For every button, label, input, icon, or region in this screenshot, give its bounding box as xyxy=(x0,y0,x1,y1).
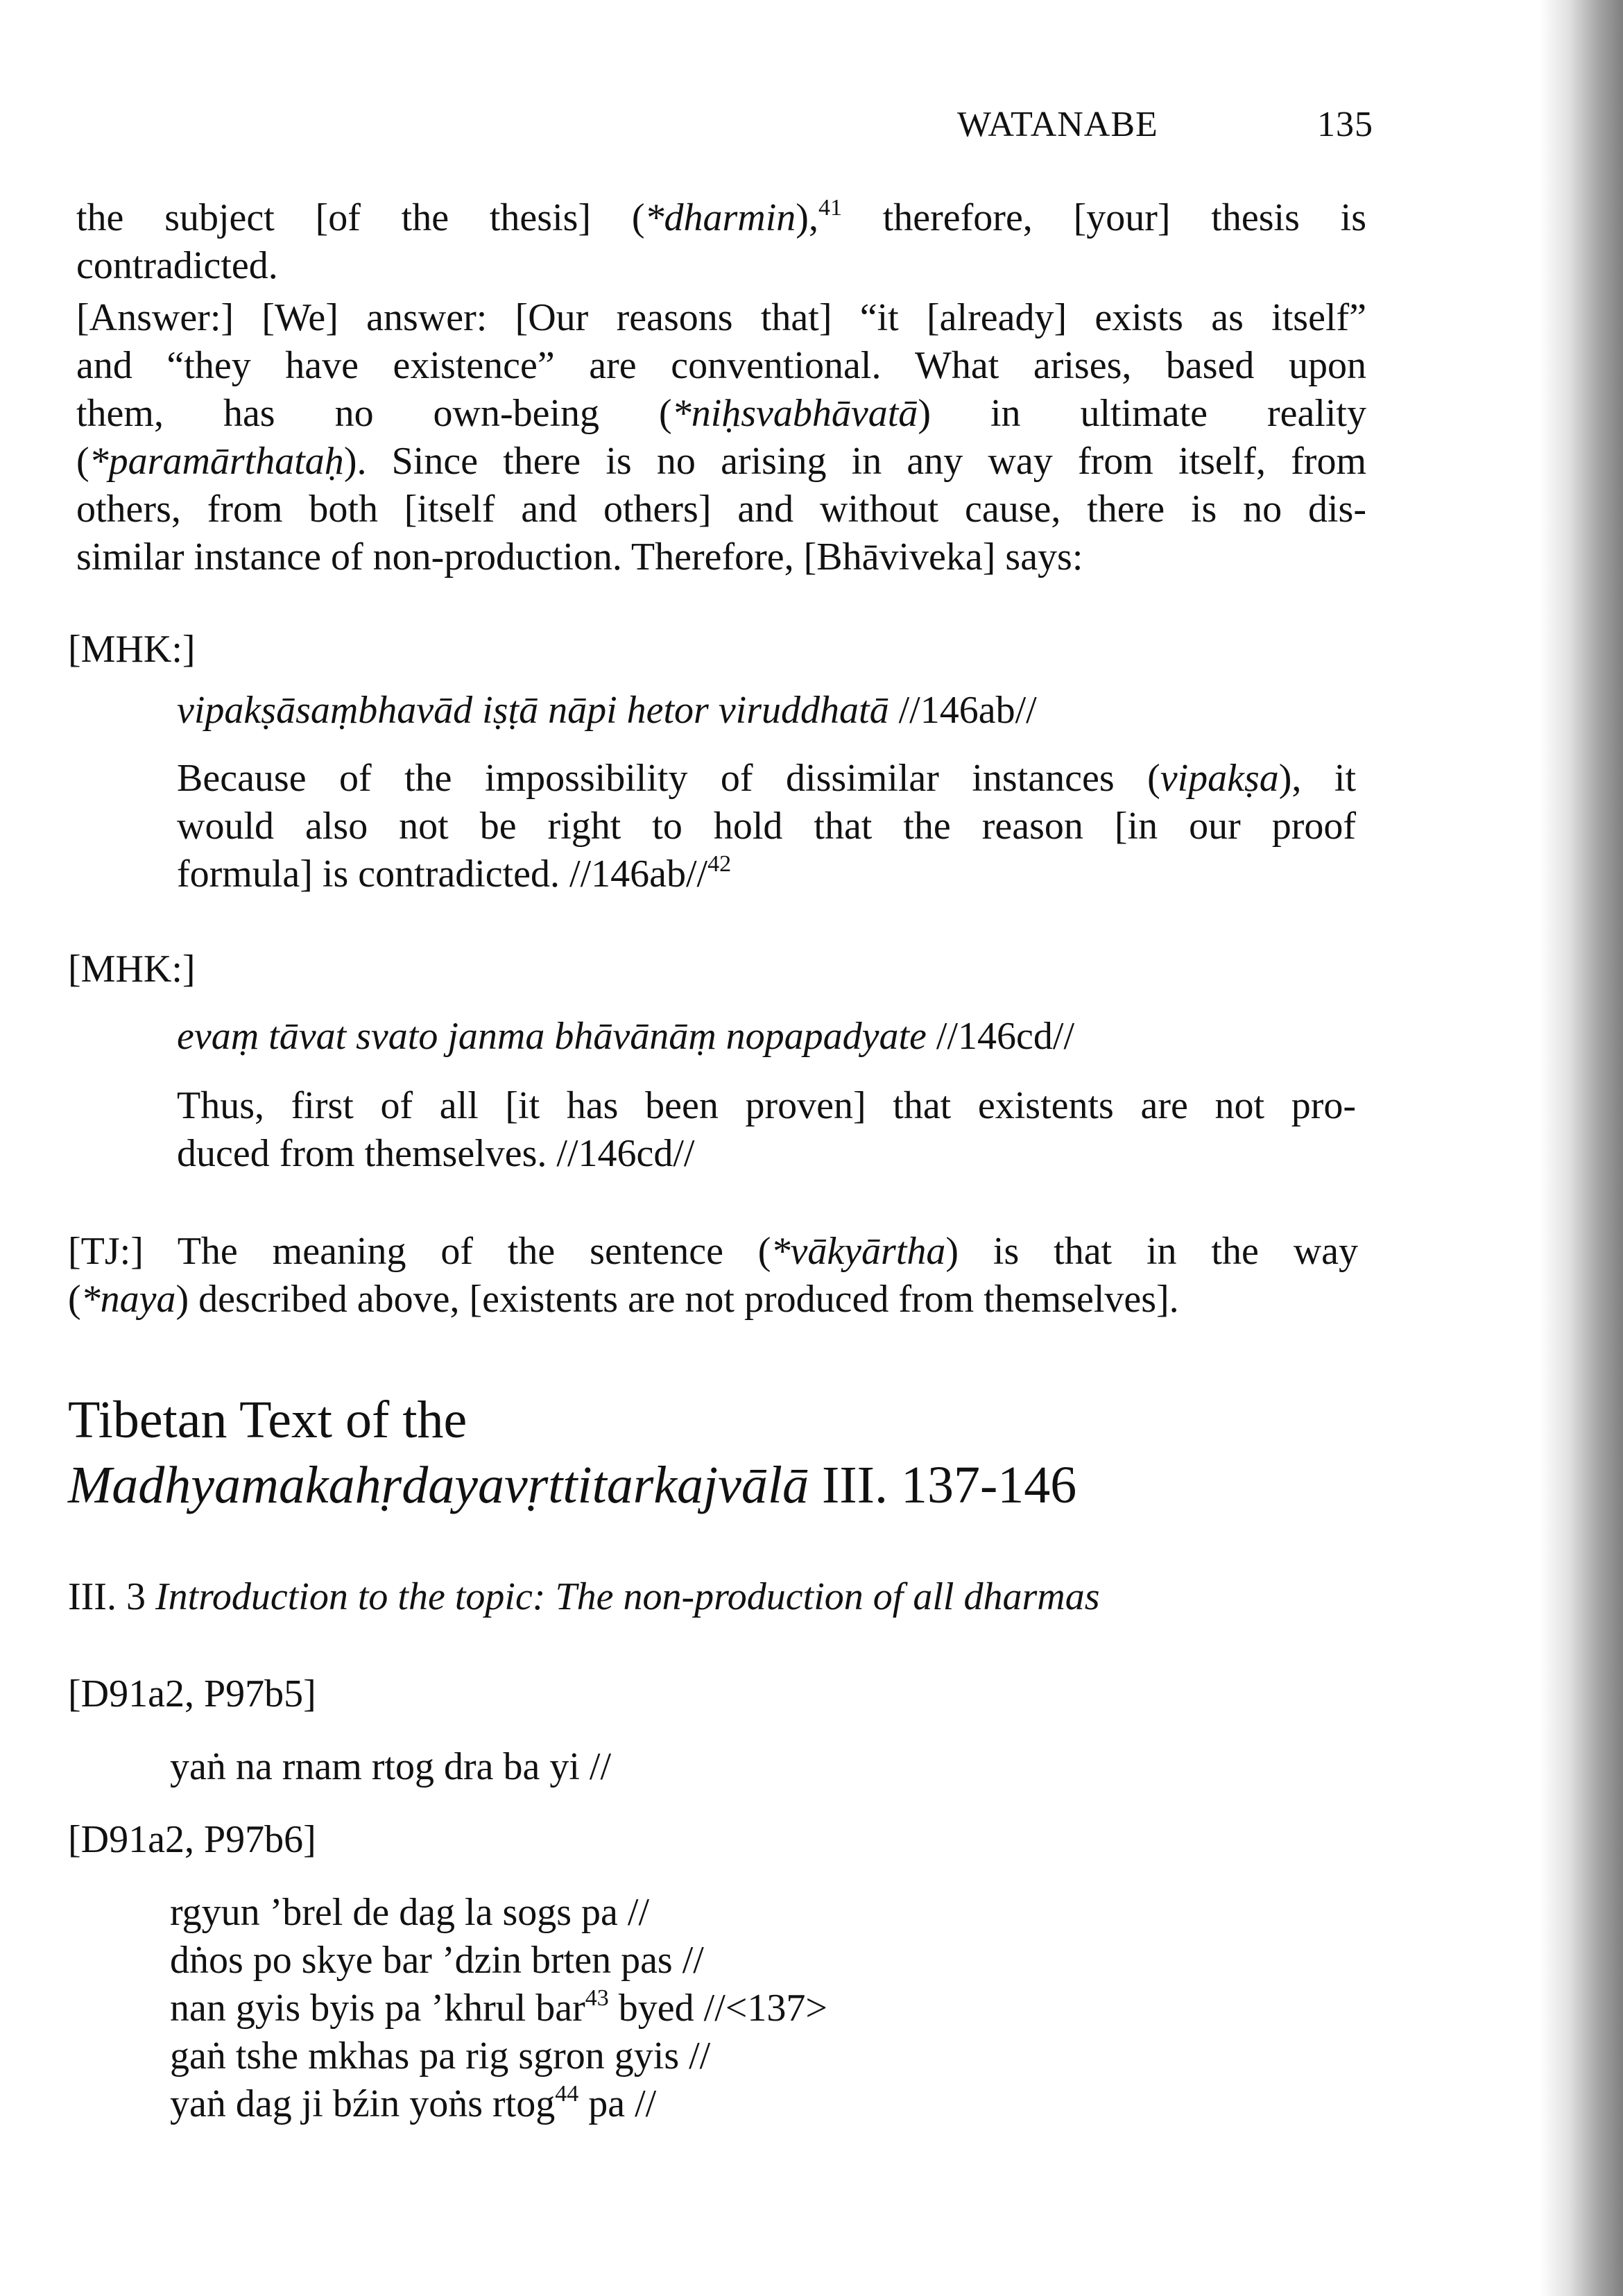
subsection-title xyxy=(68,1573,1358,1621)
term-paramarthatah: *paramārthataḥ xyxy=(89,440,344,483)
text-run: the subject [of the thesis] ( xyxy=(76,196,645,239)
text-run: ), xyxy=(796,196,818,239)
text-line xyxy=(76,390,1366,438)
text-run: ) is that in the way xyxy=(945,1230,1359,1273)
verse-number: //146cd// xyxy=(926,1015,1074,1058)
heading-chapter-range: III. 137-146 xyxy=(809,1456,1077,1514)
text-line xyxy=(177,850,1356,898)
text-line: duced from themselves. //146cd// xyxy=(177,1132,695,1175)
paragraph-thesis-contradicted xyxy=(76,194,1366,290)
verse-number: //146ab// xyxy=(888,689,1037,732)
text-run: nan gyis byis pa ’khrul bar xyxy=(170,1987,585,2030)
paragraph-answer xyxy=(76,294,1366,581)
running-header xyxy=(957,104,1373,160)
footnote-ref-41: 41 xyxy=(818,195,842,221)
term-vakyartha: *vākyārtha xyxy=(771,1230,946,1273)
section-heading xyxy=(68,1387,1386,1518)
text-line xyxy=(177,755,1356,803)
heading-line-2 xyxy=(68,1453,1386,1518)
text-run: ( xyxy=(68,1278,81,1321)
tibetan-line-block-1 xyxy=(170,1743,1349,1791)
text-run: Because of the impossibility of dissimilar instances ( xyxy=(177,757,1160,800)
text-run: ) described above, [existents are not produced from themselves]. xyxy=(175,1278,1179,1321)
running-title: WATANABE xyxy=(957,105,1158,144)
subsection-line xyxy=(68,1573,1358,1621)
text-line: similar instance of non-production. Therefore, [Bhāviveka] says: xyxy=(76,536,1083,579)
tibetan-line xyxy=(170,2080,1349,2128)
tibetan-line: yaṅ na rnam rtog dra ba yi // xyxy=(170,1745,612,1788)
mhk-label-2: [MHK:] xyxy=(68,948,196,991)
text-line xyxy=(68,1228,1358,1276)
tibetan-line: gaṅ tshe mkhas pa rig sgron gyis // xyxy=(170,2034,711,2077)
term-naya: *naya xyxy=(80,1278,176,1321)
subsection-number: III. 3 xyxy=(68,1575,155,1618)
page-number: 135 xyxy=(1317,105,1373,144)
mhk-verse-146cd xyxy=(177,1013,1356,1061)
sanskrit-verse: vipakṣāsaṃbhavād iṣṭā nāpi hetor viruddhatā xyxy=(177,689,889,732)
text-line: and “they have existence” are conventional. What arises, based upon xyxy=(76,344,1366,387)
tibetan-line xyxy=(170,1985,1349,2032)
verse-line xyxy=(177,687,1356,735)
text-line xyxy=(68,1276,1358,1323)
term-vipaksa: vipakṣa xyxy=(1160,757,1279,800)
text-run: [TJ:] The meaning of the sentence ( xyxy=(68,1230,771,1273)
subsection-text: Introduction to the topic: The non-production of all dharmas xyxy=(155,1575,1100,1618)
text-line: others, from both [itself and others] and without cause, there is no dis- xyxy=(76,488,1366,531)
heading-line-1: Tibetan Text of the xyxy=(68,1391,467,1449)
term-nihsvabhavata: *niḥsvabhāvatā xyxy=(671,392,918,435)
mhk-verse-146ab xyxy=(177,687,1356,735)
text-line: would also not be right to hold that the reason [in our proof xyxy=(177,805,1356,848)
source-ref-2: [D91a2, P97b6] xyxy=(68,1818,316,1861)
text-run: ( xyxy=(76,440,89,483)
heading-work-title: Madhyamakahṛdayavṛttitarkajvālā xyxy=(68,1456,809,1514)
text-run: ), it xyxy=(1278,757,1356,800)
text-run: them, has no own-being ( xyxy=(76,392,672,435)
paragraph-tj xyxy=(68,1228,1358,1323)
text-line xyxy=(76,194,1366,242)
text-line: Thus, first of all [it has been proven] that existents are not pro- xyxy=(177,1084,1356,1127)
text-line: [Answer:] [We] answer: [Our reasons that] “it [already] exists as itself” xyxy=(76,296,1366,339)
sanskrit-verse: evaṃ tāvat svato janma bhāvānāṃ nopapadyate xyxy=(177,1015,927,1058)
text-line xyxy=(76,438,1366,486)
text-run: ) in ultimate reality xyxy=(918,392,1366,435)
text-run: therefore, [your] thesis is xyxy=(841,196,1366,239)
text-line: contradicted. xyxy=(76,244,278,287)
text-run: formula] is contradicted. //146ab// xyxy=(177,853,708,896)
tibetan-verse-137 xyxy=(170,1889,1349,2128)
text-run: ). Since there is no arising in any way from itself, from xyxy=(343,440,1366,483)
page-edge-shadow xyxy=(1540,0,1623,2296)
tibetan-line: rgyun ’brel de dag la sogs pa // xyxy=(170,1891,650,1934)
footnote-ref-42: 42 xyxy=(707,851,732,877)
text-run: yaṅ dag ji bźin yoṅs rtog xyxy=(170,2082,556,2125)
mhk-label-1: [MHK:] xyxy=(68,628,196,671)
text-run: pa // xyxy=(578,2082,657,2125)
tibetan-line: dṅos po skye bar ’dzin brten pas // xyxy=(170,1939,704,1982)
footnote-ref-43: 43 xyxy=(585,1985,609,2011)
text-run: byed //<137> xyxy=(608,1987,827,2030)
mhk-translation-146cd xyxy=(177,1082,1356,1178)
verse-line xyxy=(177,1013,1356,1061)
source-ref-1: [D91a2, P97b5] xyxy=(68,1672,316,1715)
term-dharmin: *dharmin xyxy=(644,196,796,239)
mhk-translation-146ab xyxy=(177,755,1356,898)
footnote-ref-44: 44 xyxy=(555,2081,579,2107)
